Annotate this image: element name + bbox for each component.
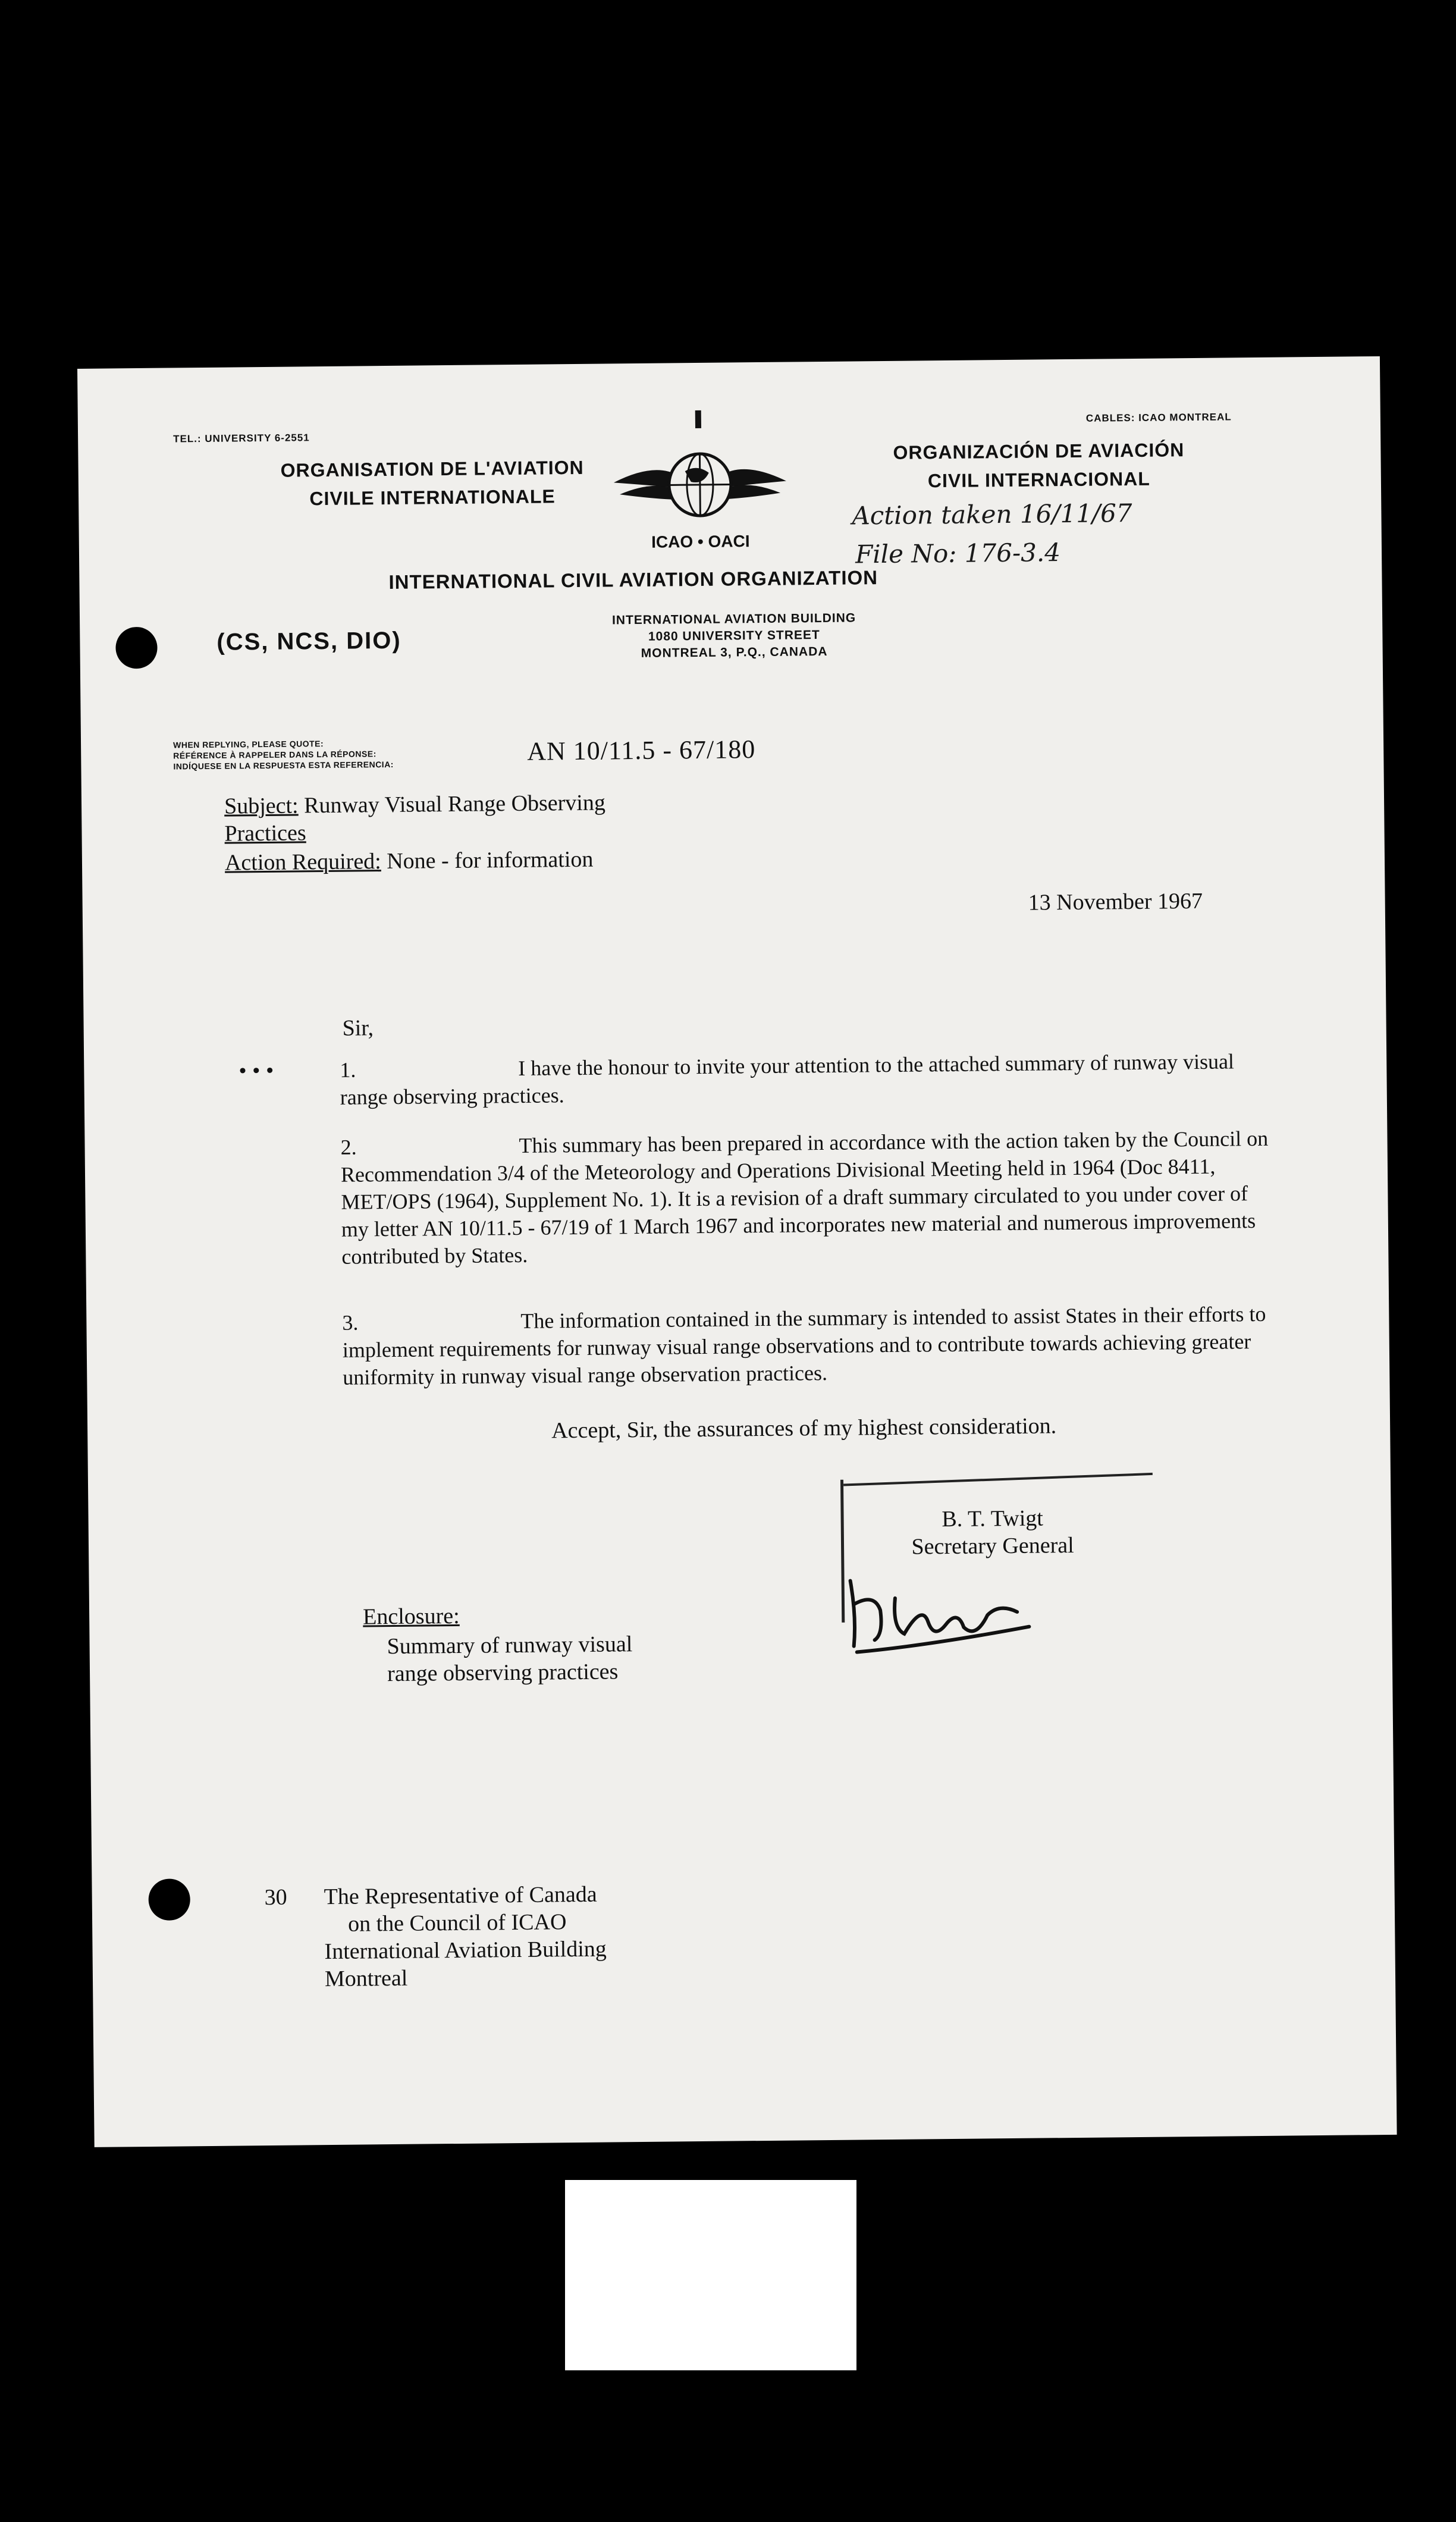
org-name-english: INTERNATIONAL CIVIL AVIATION ORGANIZATION (388, 566, 878, 593)
paragraph-3 (342, 1300, 1270, 1391)
salutation: Sir, (342, 1015, 374, 1041)
action-required-line (225, 846, 594, 877)
subject-text-1: Runway Visual Range Observing (303, 790, 606, 818)
org-french-line-1: ORGANISATION DE L'AVIATION (280, 456, 584, 481)
signer-name: B. T. Twigt (942, 1505, 1044, 1532)
telephone-number: TEL.: UNIVERSITY 6-2551 (173, 432, 310, 445)
icao-logo-icon (607, 403, 793, 560)
recipient-line-3: International Aviation Building (324, 1936, 607, 1965)
reply-quote-en: WHEN REPLYING, PLEASE QUOTE: (173, 739, 324, 750)
enclosure-line-1: Summary of runway visual (387, 1632, 633, 1660)
paragraph-number: 2. (340, 1135, 357, 1159)
org-french-line-2: CIVILE INTERNATIONALE (309, 485, 556, 510)
reply-quote-es: INDÍQUESE EN LA RESPUESTA ESTA REFERENCIA: (173, 759, 394, 771)
subject-text-2: Practices (224, 820, 306, 846)
recipient-number: 30 (264, 1884, 287, 1911)
reference-number: AN 10/11.5 - 67/180 (526, 735, 756, 766)
action-text: None - for information (387, 846, 594, 874)
subject-label: Subject: (224, 793, 299, 819)
paragraph-text: I have the honour to invite your attention to the attached summary of runway visual range observing practices. (340, 1049, 1235, 1109)
cables-address: CABLES: ICAO MONTREAL (1085, 411, 1232, 424)
address-line-1: INTERNATIONAL AVIATION BUILDING (611, 611, 856, 628)
org-name-spanish (854, 435, 1223, 496)
letter-date: 13 November 1967 (1028, 888, 1203, 915)
org-spanish-line-1: ORGANIZACIÓN DE AVIACIÓN (893, 439, 1185, 463)
signer-title: Secretary General (911, 1533, 1074, 1560)
paragraph-number: 3. (342, 1310, 359, 1335)
white-label-patch (565, 2180, 856, 2370)
recipient-line-2: on the Council of ICAO (347, 1909, 567, 1937)
paragraph-text: This summary has been prepared in accordance with the action taken by the Council on Recommendation 3/4 of the Meteorology and Operations Divisional Meeting held in 1964 (Doc 8411, MET/OPS (1964), Supplement No. 1). It is a revision of a draft summary circulated to you under cover of my letter AN 10/11.5 - 67/19 of 1 March 1967 and incorporates new material and numerous improvements contributed by States. (340, 1126, 1269, 1269)
recipient-line-4: Montreal (324, 1965, 408, 1992)
org-address (567, 610, 901, 663)
distribution-codes: (CS, NCS, DIO) (216, 627, 401, 655)
enclosure-label-text: Enclosure: (362, 1603, 460, 1630)
org-name-french (247, 453, 617, 513)
handwritten-file-number: File No: 176-3.4 (855, 538, 1061, 569)
handwritten-signature (838, 1567, 1041, 1658)
letter-sheet (77, 356, 1397, 2147)
recipient-block (264, 1881, 607, 1994)
org-spanish-line-2: CIVIL INTERNACIONAL (927, 468, 1151, 492)
paragraph-number: 1. (340, 1058, 356, 1082)
address-line-2: 1080 UNIVERSITY STREET (648, 628, 820, 644)
paragraph-1 (340, 1047, 1268, 1111)
action-label: Action Required: (224, 849, 381, 876)
signer-block (867, 1504, 1118, 1561)
enclosure-line-2: range observing practices (387, 1659, 619, 1687)
punch-hole-bottom (148, 1878, 190, 1921)
punch-hole-top (115, 627, 158, 669)
signature-rule (843, 1473, 1153, 1486)
subject-line (224, 789, 606, 848)
logo-text: ICAO • OACI (651, 532, 750, 551)
reply-quote-fr: RÉFÉRENCE À RAPPELER DANS LA RÉPONSE: (173, 749, 376, 761)
address-line-3: MONTREAL 3, P.Q., CANADA (641, 644, 828, 660)
closing-line: Accept, Sir, the assurances of my highest consideration. (551, 1413, 1057, 1444)
enclosure-label (363, 1602, 460, 1631)
handwritten-action-taken: Action taken 16/11/67 (852, 498, 1132, 531)
recipient-line-1: The Representative of Canada (324, 1881, 597, 1910)
paragraph-2 (340, 1125, 1269, 1271)
paragraph-text: The information contained in the summary is intended to assist States in their efforts to implement requirements for runway visual range observations and to contribute towards achieving greater uniformity in runway visual range observation practices. (342, 1301, 1266, 1389)
margin-dots: • • • (239, 1058, 274, 1084)
enclosure-items (387, 1630, 633, 1687)
reply-quote-instruction (173, 738, 394, 772)
